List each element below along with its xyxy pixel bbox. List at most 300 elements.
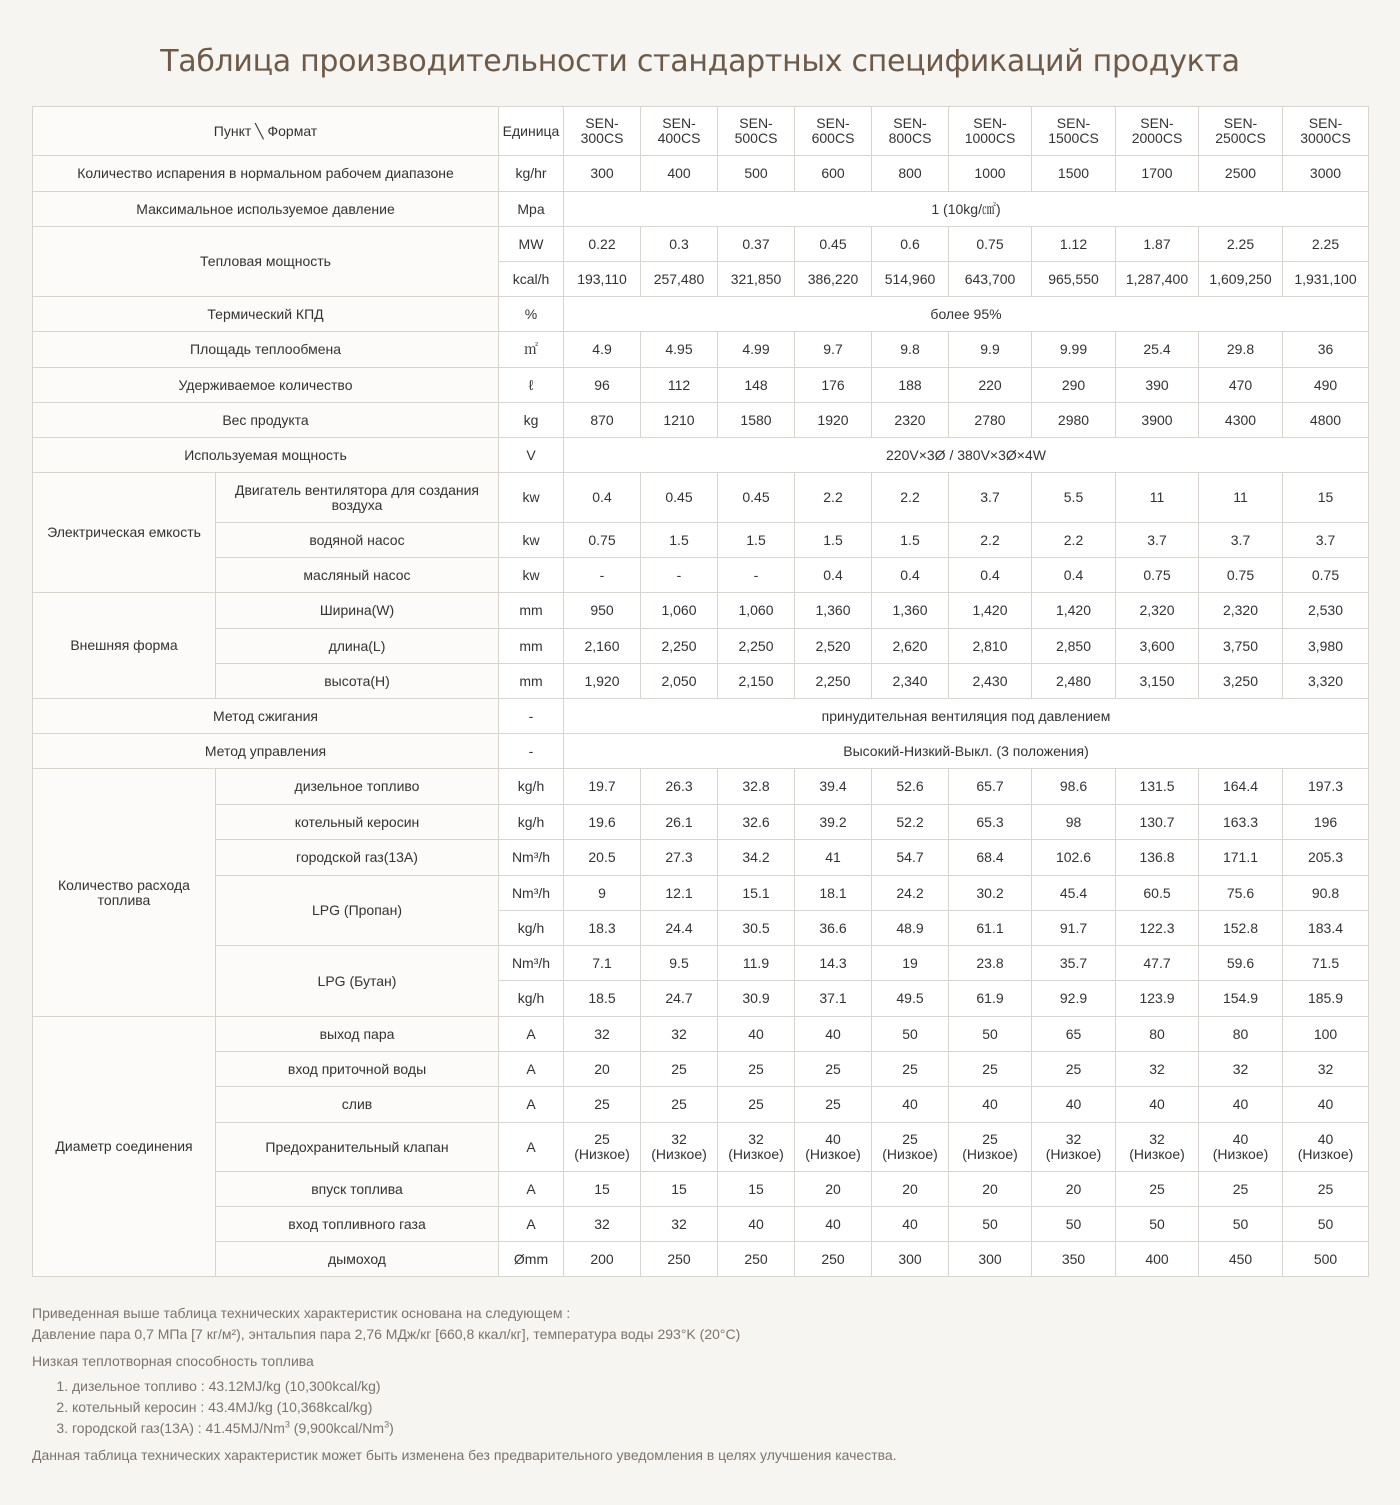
value-cell: 40 — [872, 1087, 949, 1123]
value-cell: 9.99 — [1032, 332, 1116, 368]
value-cell: 3,980 — [1283, 629, 1369, 664]
row-sub-label: впуск топлива — [216, 1172, 499, 1207]
value-cell: 52.2 — [872, 805, 949, 840]
basis-note-line-2: Давление пара 0,7 МПа [7 кг/м²), энтальпия пара 2,76 МДж/кг [660,8 ккал/кг], температура воды 293°K (20°C) — [32, 1326, 741, 1342]
value-cell: 0.45 — [795, 227, 872, 262]
value-cell: 514,960 — [872, 262, 949, 297]
value-cell: 4.99 — [718, 332, 795, 368]
value-cell: 40 — [718, 1207, 795, 1242]
value-cell: 2.25 — [1283, 227, 1369, 262]
value-cell: 96 — [564, 368, 641, 403]
header-model: SEN- 500CS — [718, 107, 795, 156]
table-row — [33, 1017, 1369, 1052]
header-unit: Единица — [499, 107, 564, 156]
value-cell: - — [564, 558, 641, 593]
value-cell: - — [718, 558, 795, 593]
value-cell: 205.3 — [1283, 840, 1369, 876]
value-cell: 2.2 — [1032, 523, 1116, 558]
row-sub-label: Двигатель вентилятора для создания воздуха — [216, 473, 499, 523]
row-group-label: Количество расхода топлива — [33, 769, 216, 1017]
value-cell: 2,050 — [641, 664, 718, 699]
row-unit: kg — [499, 403, 564, 438]
value-cell: 25 — [872, 1052, 949, 1087]
value-cell: 32 (Низкое) — [1032, 1123, 1116, 1172]
value-cell: 19.7 — [564, 769, 641, 805]
value-cell: 25 (Низкое) — [872, 1123, 949, 1172]
value-cell: 25 — [641, 1052, 718, 1087]
value-cell: 25 — [1199, 1172, 1283, 1207]
value-cell: 2,520 — [795, 629, 872, 664]
value-cell: 40 (Низкое) — [1283, 1123, 1369, 1172]
value-cell: 65.3 — [949, 805, 1032, 840]
table-row — [33, 523, 1369, 558]
value-cell: 185.9 — [1283, 981, 1369, 1017]
value-cell: 3,750 — [1199, 629, 1283, 664]
table-row — [33, 769, 1369, 805]
row-unit: mm — [499, 664, 564, 699]
value-cell: 1,360 — [795, 593, 872, 629]
value-cell: 40 — [949, 1087, 1032, 1123]
disclaimer: Данная таблица технических характеристик может быть изменена без предварительного уведомления в целях улучшения качества. — [32, 1447, 897, 1463]
value-cell: 1.5 — [795, 523, 872, 558]
value-cell: 65.7 — [949, 769, 1032, 805]
value-cell: 50 — [1199, 1207, 1283, 1242]
value-cell: 3.7 — [949, 473, 1032, 523]
value-cell: 52.6 — [872, 769, 949, 805]
row-sub-label: городской газ(13A) — [216, 840, 499, 876]
value-cell: 15 — [641, 1172, 718, 1207]
value-cell: 1.5 — [718, 523, 795, 558]
value-cell: 300 — [564, 156, 641, 192]
value-cell: 5.5 — [1032, 473, 1116, 523]
value-cell: 0.3 — [641, 227, 718, 262]
value-cell: 2.25 — [1199, 227, 1283, 262]
row-unit: Nm³/h — [499, 840, 564, 876]
value-cell: 1210 — [641, 403, 718, 438]
row-unit: kg/h — [499, 911, 564, 946]
row-unit: Ømm — [499, 1242, 564, 1277]
value-cell: 11.9 — [718, 946, 795, 981]
row-sub-label: Ширина(W) — [216, 593, 499, 629]
value-cell: 50 — [872, 1017, 949, 1052]
value-cell: 3.7 — [1199, 523, 1283, 558]
row-group-label: Диаметр соединения — [33, 1017, 216, 1277]
header-model: SEN- 1000CS — [949, 107, 1032, 156]
value-cell: 50 — [1032, 1207, 1116, 1242]
row-unit: V — [499, 438, 564, 473]
fuel-list-item: 2. котельный керосин : 43.4MJ/kg (10,368kcal/kg) — [72, 1397, 1368, 1418]
row-sub-label: слив — [216, 1087, 499, 1123]
value-cell: 188 — [872, 368, 949, 403]
value-cell: 39.4 — [795, 769, 872, 805]
value-cell: 0.37 — [718, 227, 795, 262]
value-cell: 30.2 — [949, 876, 1032, 911]
value-cell: 25 — [795, 1052, 872, 1087]
table-row — [33, 368, 1369, 403]
value-cell: 154.9 — [1199, 981, 1283, 1017]
value-cell: 75.6 — [1199, 876, 1283, 911]
value-cell: 9.7 — [795, 332, 872, 368]
row-group-label: Вес продукта — [33, 403, 499, 438]
value-cell: 32.6 — [718, 805, 795, 840]
row-sub-label: водяной насос — [216, 523, 499, 558]
value-cell: 122.3 — [1116, 911, 1199, 946]
value-cell: 643,700 — [949, 262, 1032, 297]
value-cell: 40 (Низкое) — [1199, 1123, 1283, 1172]
value-cell: 300 — [872, 1242, 949, 1277]
value-cell: 163.3 — [1199, 805, 1283, 840]
value-cell: 1500 — [1032, 156, 1116, 192]
fuel-item-text: городской газ(13A) : 41.45MJ/Nm$^3$ (9,900kcal/Nm$^3$) — [72, 1419, 394, 1436]
value-cell: 800 — [872, 156, 949, 192]
table-row — [33, 192, 1369, 227]
table-row — [33, 629, 1369, 664]
table-row — [33, 332, 1369, 368]
value-cell: 25 (Низкое) — [564, 1123, 641, 1172]
row-sub-label: вход приточной воды — [216, 1052, 499, 1087]
value-cell: 400 — [1116, 1242, 1199, 1277]
value-cell: 15 — [718, 1172, 795, 1207]
value-cell: 2,530 — [1283, 593, 1369, 629]
value-cell: 36 — [1283, 332, 1369, 368]
value-cell: 1,060 — [718, 593, 795, 629]
row-unit: A — [499, 1123, 564, 1172]
value-cell: 0.45 — [641, 473, 718, 523]
value-cell: 1.87 — [1116, 227, 1199, 262]
merged-value-cell: принудительная вентиляция под давлением — [564, 699, 1369, 734]
value-cell: 250 — [718, 1242, 795, 1277]
value-cell: 131.5 — [1116, 769, 1199, 805]
value-cell: 1,920 — [564, 664, 641, 699]
table-row — [33, 1052, 1369, 1087]
value-cell: 200 — [564, 1242, 641, 1277]
value-cell: 0.4 — [795, 558, 872, 593]
value-cell: 164.4 — [1199, 769, 1283, 805]
value-cell: 98.6 — [1032, 769, 1116, 805]
table-row — [33, 156, 1369, 192]
value-cell: 49.5 — [872, 981, 949, 1017]
value-cell: 15 — [564, 1172, 641, 1207]
value-cell: 20 — [795, 1172, 872, 1207]
table-row — [33, 1207, 1369, 1242]
value-cell: 59.6 — [1199, 946, 1283, 981]
value-cell: 32 — [564, 1017, 641, 1052]
spec-table — [32, 106, 1369, 1277]
value-cell: 20.5 — [564, 840, 641, 876]
value-cell: 45.4 — [1032, 876, 1116, 911]
merged-value-cell: более 95% — [564, 297, 1369, 332]
value-cell: 450 — [1199, 1242, 1283, 1277]
row-unit: mm — [499, 629, 564, 664]
row-group-label: Метод сжигания — [33, 699, 499, 734]
row-sub-label: длина(L) — [216, 629, 499, 664]
row-group-label: Площадь теплообмена — [33, 332, 499, 368]
value-cell: 0.75 — [1116, 558, 1199, 593]
table-row — [33, 699, 1369, 734]
value-cell: 18.5 — [564, 981, 641, 1017]
value-cell: 61.9 — [949, 981, 1032, 1017]
value-cell: 50 — [1283, 1207, 1369, 1242]
value-cell: 250 — [641, 1242, 718, 1277]
value-cell: 2,810 — [949, 629, 1032, 664]
row-unit: % — [499, 297, 564, 332]
value-cell: 193,110 — [564, 262, 641, 297]
row-unit: kg/h — [499, 769, 564, 805]
row-unit: kg/hr — [499, 156, 564, 192]
value-cell: 32.8 — [718, 769, 795, 805]
fuel-list-item: 1. дизельное топливо : 43.12MJ/kg (10,300kcal/kg) — [72, 1376, 1368, 1397]
row-unit: Nm³/h — [499, 876, 564, 911]
value-cell: 490 — [1283, 368, 1369, 403]
row-unit: - — [499, 699, 564, 734]
value-cell: 197.3 — [1283, 769, 1369, 805]
value-cell: 61.1 — [949, 911, 1032, 946]
value-cell: 2,250 — [641, 629, 718, 664]
row-group-label: Максимальное используемое давление — [33, 192, 499, 227]
value-cell: 2,340 — [872, 664, 949, 699]
value-cell: 500 — [718, 156, 795, 192]
value-cell: 29.8 — [1199, 332, 1283, 368]
table-row — [33, 734, 1369, 769]
value-cell: 9.8 — [872, 332, 949, 368]
row-sub-label: LPG (Пропан) — [216, 876, 499, 946]
value-cell: 4.9 — [564, 332, 641, 368]
value-cell: 25 — [641, 1087, 718, 1123]
value-cell: 3.7 — [1283, 523, 1369, 558]
merged-value-cell: 220V×3Ø / 380V×3Ø×4W — [564, 438, 1369, 473]
spec-notes — [32, 1303, 1368, 1466]
row-unit: A — [499, 1087, 564, 1123]
value-cell: 3000 — [1283, 156, 1369, 192]
value-cell: 9 — [564, 876, 641, 911]
value-cell: 4300 — [1199, 403, 1283, 438]
value-cell: 2,160 — [564, 629, 641, 664]
value-cell: 30.9 — [718, 981, 795, 1017]
row-group-label: Внешняя форма — [33, 593, 216, 699]
value-cell: 1000 — [949, 156, 1032, 192]
value-cell: 98 — [1032, 805, 1116, 840]
value-cell: 37.1 — [795, 981, 872, 1017]
table-row — [33, 227, 1369, 262]
value-cell: 2320 — [872, 403, 949, 438]
table-row — [33, 1242, 1369, 1277]
value-cell: 20 — [564, 1052, 641, 1087]
value-cell: 4800 — [1283, 403, 1369, 438]
value-cell: 18.1 — [795, 876, 872, 911]
value-cell: 171.1 — [1199, 840, 1283, 876]
value-cell: 25 — [718, 1087, 795, 1123]
value-cell: 965,550 — [1032, 262, 1116, 297]
value-cell: 3,320 — [1283, 664, 1369, 699]
value-cell: 400 — [641, 156, 718, 192]
value-cell: 4.95 — [641, 332, 718, 368]
value-cell: 25 — [949, 1052, 1032, 1087]
value-cell: 40 — [795, 1207, 872, 1242]
value-cell: 41 — [795, 840, 872, 876]
value-cell: 25 — [795, 1087, 872, 1123]
value-cell: 36.6 — [795, 911, 872, 946]
row-group-label: Количество испарения в нормальном рабочем диапазоне — [33, 156, 499, 192]
table-row — [33, 593, 1369, 629]
value-cell: 1.5 — [641, 523, 718, 558]
value-cell: 34.2 — [718, 840, 795, 876]
value-cell: 54.7 — [872, 840, 949, 876]
value-cell: 40 — [1116, 1087, 1199, 1123]
row-group-label: Тепловая мощность — [33, 227, 499, 297]
value-cell: 15 — [1283, 473, 1369, 523]
value-cell: 1920 — [795, 403, 872, 438]
value-cell: 0.75 — [1283, 558, 1369, 593]
value-cell: 2,430 — [949, 664, 1032, 699]
value-cell: 1.5 — [872, 523, 949, 558]
value-cell: 68.4 — [949, 840, 1032, 876]
value-cell: 40 — [1199, 1087, 1283, 1123]
value-cell: 2,850 — [1032, 629, 1116, 664]
row-group-label: Используемая мощность — [33, 438, 499, 473]
value-cell: 1.12 — [1032, 227, 1116, 262]
row-unit: kcal/h — [499, 262, 564, 297]
value-cell: 40 — [795, 1017, 872, 1052]
value-cell: 321,850 — [718, 262, 795, 297]
header-item-format: Пункт ╲ Формат — [33, 107, 499, 156]
value-cell: 12.1 — [641, 876, 718, 911]
value-cell: 25 — [1116, 1172, 1199, 1207]
value-cell: 600 — [795, 156, 872, 192]
value-cell: 112 — [641, 368, 718, 403]
table-row — [33, 805, 1369, 840]
value-cell: 2500 — [1199, 156, 1283, 192]
header-model: SEN- 2000CS — [1116, 107, 1199, 156]
value-cell: 25.4 — [1116, 332, 1199, 368]
row-group-label: Метод управления — [33, 734, 499, 769]
value-cell: 40 — [718, 1017, 795, 1052]
table-header-row — [33, 107, 1369, 156]
value-cell: 183.4 — [1283, 911, 1369, 946]
value-cell: 19.6 — [564, 805, 641, 840]
table-row — [33, 876, 1369, 911]
value-cell: 0.22 — [564, 227, 641, 262]
value-cell: 136.8 — [1116, 840, 1199, 876]
value-cell: 3,150 — [1116, 664, 1199, 699]
header-model: SEN- 2500CS — [1199, 107, 1283, 156]
value-cell: 7.1 — [564, 946, 641, 981]
row-sub-label: выход пара — [216, 1017, 499, 1052]
value-cell: 91.7 — [1032, 911, 1116, 946]
value-cell: 2,320 — [1199, 593, 1283, 629]
header-model: SEN- 400CS — [641, 107, 718, 156]
value-cell: 18.3 — [564, 911, 641, 946]
value-cell: 25 — [1283, 1172, 1369, 1207]
value-cell: 20 — [1032, 1172, 1116, 1207]
value-cell: 80 — [1116, 1017, 1199, 1052]
basis-note-line-1: Приведенная выше таблица технических характеристик основана на следующем : — [32, 1305, 571, 1321]
row-sub-label: котельный керосин — [216, 805, 499, 840]
table-row — [33, 1172, 1369, 1207]
value-cell: 30.5 — [718, 911, 795, 946]
value-cell: 257,480 — [641, 262, 718, 297]
row-unit: A — [499, 1207, 564, 1242]
value-cell: 100 — [1283, 1017, 1369, 1052]
value-cell: 386,220 — [795, 262, 872, 297]
value-cell: 148 — [718, 368, 795, 403]
value-cell: 0.75 — [949, 227, 1032, 262]
value-cell: 1700 — [1116, 156, 1199, 192]
value-cell: 1,420 — [949, 593, 1032, 629]
row-sub-label: дымоход — [216, 1242, 499, 1277]
row-unit: Nm³/h — [499, 946, 564, 981]
row-unit: kw — [499, 473, 564, 523]
merged-value-cell: 1 (10kg/㎠) — [564, 192, 1369, 227]
table-row — [33, 558, 1369, 593]
table-row — [33, 1087, 1369, 1123]
value-cell: 2,620 — [872, 629, 949, 664]
row-unit: kw — [499, 523, 564, 558]
value-cell: 39.2 — [795, 805, 872, 840]
row-unit: Mpa — [499, 192, 564, 227]
table-row — [33, 297, 1369, 332]
table-row — [33, 1123, 1369, 1172]
value-cell: 2.2 — [949, 523, 1032, 558]
table-row — [33, 403, 1369, 438]
value-cell: 390 — [1116, 368, 1199, 403]
value-cell: 14.3 — [795, 946, 872, 981]
value-cell: 0.4 — [564, 473, 641, 523]
value-cell: 40 — [872, 1207, 949, 1242]
row-sub-label: дизельное топливо — [216, 769, 499, 805]
value-cell: 1,287,400 — [1116, 262, 1199, 297]
fuel-list-item — [72, 1418, 1368, 1439]
value-cell: 26.1 — [641, 805, 718, 840]
value-cell: 35.7 — [1032, 946, 1116, 981]
merged-value-cell: Высокий-Низкий-Выкл. (3 положения) — [564, 734, 1369, 769]
row-group-label: Термический КПД — [33, 297, 499, 332]
value-cell: 24.7 — [641, 981, 718, 1017]
value-cell: 2,150 — [718, 664, 795, 699]
value-cell: 3,600 — [1116, 629, 1199, 664]
value-cell: 19 — [872, 946, 949, 981]
value-cell: 20 — [872, 1172, 949, 1207]
value-cell: 32 — [1283, 1052, 1369, 1087]
value-cell: 2.2 — [872, 473, 949, 523]
value-cell: 130.7 — [1116, 805, 1199, 840]
row-unit: ℓ — [499, 368, 564, 403]
header-model: SEN- 3000CS — [1283, 107, 1369, 156]
value-cell: 50 — [949, 1207, 1032, 1242]
value-cell: 220 — [949, 368, 1032, 403]
value-cell: 350 — [1032, 1242, 1116, 1277]
value-cell: 250 — [795, 1242, 872, 1277]
row-unit: - — [499, 734, 564, 769]
value-cell: 950 — [564, 593, 641, 629]
value-cell: 50 — [1116, 1207, 1199, 1242]
value-cell: 50 — [949, 1017, 1032, 1052]
value-cell: 9.5 — [641, 946, 718, 981]
value-cell: 90.8 — [1283, 876, 1369, 911]
value-cell: 80 — [1199, 1017, 1283, 1052]
value-cell: 24.2 — [872, 876, 949, 911]
row-unit: kg/h — [499, 805, 564, 840]
value-cell: 0.75 — [1199, 558, 1283, 593]
value-cell: 176 — [795, 368, 872, 403]
row-unit: kw — [499, 558, 564, 593]
row-unit: ㎡ — [499, 332, 564, 368]
header-model: SEN- 1500CS — [1032, 107, 1116, 156]
value-cell: - — [641, 558, 718, 593]
value-cell: 300 — [949, 1242, 1032, 1277]
value-cell: 32 — [641, 1207, 718, 1242]
row-unit: A — [499, 1172, 564, 1207]
page-title: Таблица производительности стандартных спецификаций продукта — [160, 44, 1240, 79]
